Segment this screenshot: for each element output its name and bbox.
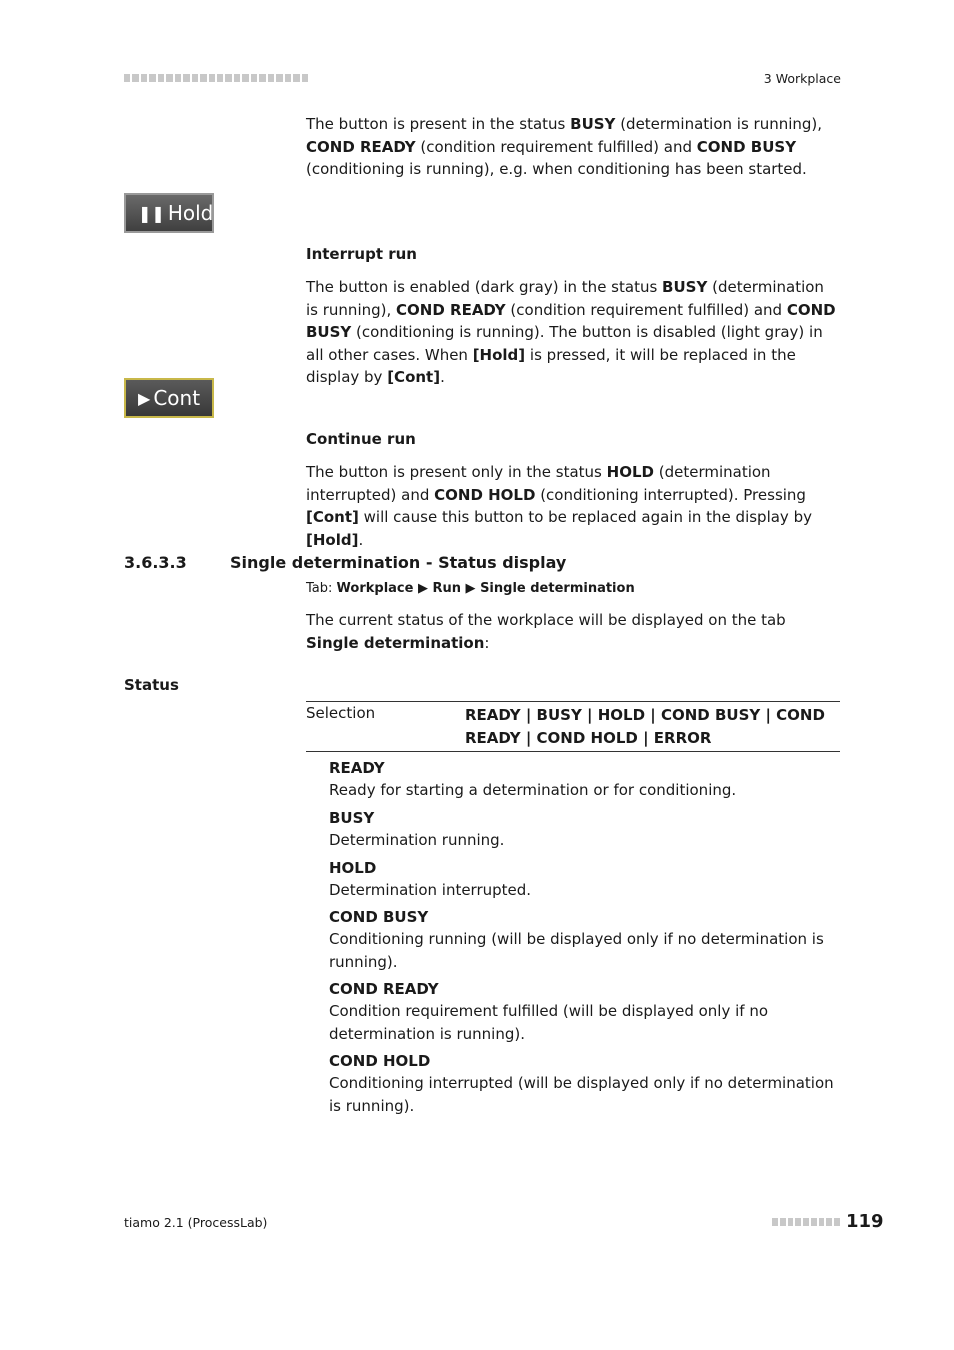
- selection-table: [306, 701, 840, 752]
- intro-paragraph: The button is present in the status BUSY (determination is running), COND READY (condition requirement fulfilled) and COND BUSY (conditioning is running), e.g. when conditioning has been started.: [306, 115, 823, 178]
- cont-heading: Continue run: [306, 430, 416, 448]
- option-name: COND HOLD: [329, 1052, 431, 1070]
- option-desc: Condition requirement fulfilled (will be displayed only if no determination is running).: [329, 1002, 769, 1043]
- header-decoration: [124, 72, 308, 84]
- option-busy: [329, 807, 841, 852]
- pause-icon: ❚❚: [138, 203, 165, 223]
- option-cond-busy: [329, 906, 841, 973]
- option-desc: Ready for starting a determination or for conditioning.: [329, 781, 737, 799]
- hold-paragraph: The button is enabled (dark gray) in the status BUSY (determination is running), COND READY (condition requirement fulfilled) and COND BUSY (conditioning is running). The button is disabled (light gray) in all other cases. When [Hold] is pressed, it will be replaced in the display by [Cont].: [306, 278, 836, 386]
- option-desc: Determination interrupted.: [329, 881, 532, 899]
- section-title: Single determination - Status display: [230, 553, 567, 572]
- header-section: 3 Workplace: [763, 71, 841, 86]
- hold-button-image: ❚❚ Hold: [124, 193, 214, 233]
- play-icon: ▶: [138, 388, 151, 408]
- option-ready: [329, 757, 841, 802]
- page-number: 119: [846, 1211, 884, 1232]
- selection-label: Selection: [306, 704, 376, 722]
- option-desc: Determination running.: [329, 831, 505, 849]
- option-name: HOLD: [329, 859, 377, 877]
- option-cond-hold: [329, 1050, 841, 1117]
- option-name: COND READY: [329, 980, 439, 998]
- option-desc: Conditioning interrupted (will be displayed only if no determination is running).: [329, 1074, 834, 1115]
- option-name: BUSY: [329, 809, 375, 827]
- footer-product: tiamo 2.1 (ProcessLab): [124, 1215, 268, 1230]
- hold-heading: Interrupt run: [306, 245, 417, 263]
- status-label: Status: [124, 676, 179, 694]
- option-name: COND BUSY: [329, 908, 429, 926]
- option-name: READY: [329, 759, 385, 777]
- footer-decoration: [772, 1218, 840, 1228]
- option-cond-ready: [329, 978, 841, 1045]
- cont-button-image: ▶ Cont: [124, 378, 214, 418]
- selection-values: READY | BUSY | HOLD | COND BUSY | COND READY | COND HOLD | ERROR: [465, 706, 825, 747]
- option-hold: [329, 857, 841, 902]
- option-desc: Conditioning running (will be displayed only if no determination is running).: [329, 930, 824, 971]
- section-number: 3.6.3.3: [124, 553, 187, 572]
- cont-paragraph: The button is present only in the status HOLD (determination interrupted) and COND HOLD (conditioning interrupted). Pressing [Cont] will cause this button to be replaced again in the display by [Hold].: [306, 463, 812, 549]
- section-description: The current status of the workplace will be displayed on the tab Single determination:: [306, 611, 786, 652]
- tab-path: Tab: Workplace ▶ Run ▶ Single determination: [306, 581, 635, 596]
